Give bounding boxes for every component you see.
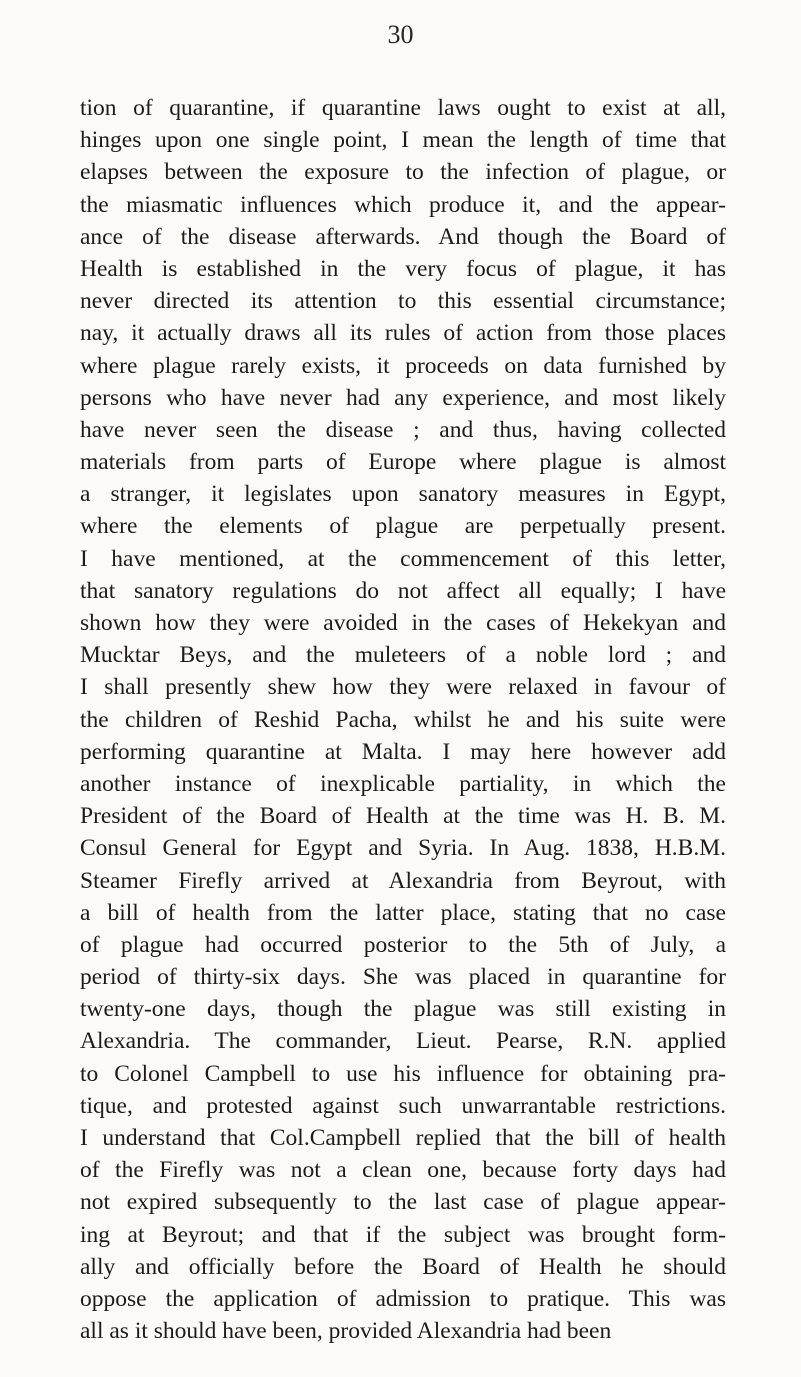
text-line: materials from parts of Europe where plague is almost [80,449,726,476]
text-line: ing at Beyrout; and that if the subject was brought form- [80,1221,726,1248]
text-line: that sanatory regulations do not affect all equally; I have [80,577,726,604]
text-line: ally and officially before the Board of Health he should [80,1253,726,1280]
text-line: hinges upon one single point, I mean the length of time that [80,127,726,154]
text-line: another instance of inexplicable partiality, in which the [80,770,726,797]
text-line: period of thirty-six days. She was placed in quarantine for [80,964,726,991]
text-line: I have mentioned, at the commencement of this letter, [80,545,726,572]
text-line: not expired subsequently to the last case of plague appear- [80,1189,726,1216]
text-line: tique, and protested against such unwarrantable restrictions. [80,1092,726,1119]
text-line: Consul General for Egypt and Syria. In Aug. 1838, H.B.M. [80,835,726,862]
text-line: Health is established in the very focus of plague, it has [80,255,726,282]
text-line: a stranger, it legislates upon sanatory measures in Egypt, [80,481,726,508]
text-line: of the Firefly was not a clean one, because forty days had [80,1157,726,1184]
text-line: the children of Reshid Pacha, whilst he and his suite were [80,706,726,733]
text-line: I shall presently shew how they were relaxed in favour of [80,674,726,701]
page-number: 30 [387,20,414,49]
text-line: shown how they were avoided in the cases of Hekekyan and [80,610,726,636]
text-line: where plague rarely exists, it proceeds on data furnished by [80,352,726,379]
text-line: to Colonel Campbell to use his influence for obtaining pra- [80,1060,726,1087]
text-line: elapses between the exposure to the infection of plague, or [80,159,726,186]
text-line: I understand that Col.Campbell replied that the bill of health [80,1125,726,1151]
text-line: Steamer Firefly arrived at Alexandria from Beyrout, with [80,867,726,894]
text-line: Mucktar Beys, and the muleteers of a noble lord ; and [80,642,726,669]
text-line: performing quarantine at Malta. I may here however add [80,738,726,765]
text-line: never directed its attention to this essential circumstance; [80,288,726,315]
text-line: President of the Board of Health at the time was H. B. M. [80,803,726,830]
text-line: twenty-one days, though the plague was still existing in [80,996,726,1023]
text-line: tion of quarantine, if quarantine laws ought to exist at all, [80,95,726,121]
text-line: a bill of health from the latter place, stating that no case [80,899,726,926]
text-line: have never seen the disease ; and thus, having collected [80,416,726,443]
text-line: where the elements of plague are perpetually present. [80,513,726,540]
text-line: oppose the application of admission to pratique. This was [80,1285,726,1312]
text-line: persons who have never had any experience, and most likely [80,384,726,411]
text-line: nay, it actually draws all its rules of action from those places [80,320,726,347]
body-text [80,92,726,1347]
text-line: ance of the disease afterwards. And though the Board of [80,223,726,250]
text-line: Alexandria. The commander, Lieut. Pearse, R.N. applied [80,1028,726,1055]
text-line: of plague had occurred posterior to the 5th of July, a [80,931,726,958]
text-line: the miasmatic influences which produce it, and the appear- [80,191,726,218]
text-line: all as it should have been, provided Alexandria had been [80,1318,612,1345]
